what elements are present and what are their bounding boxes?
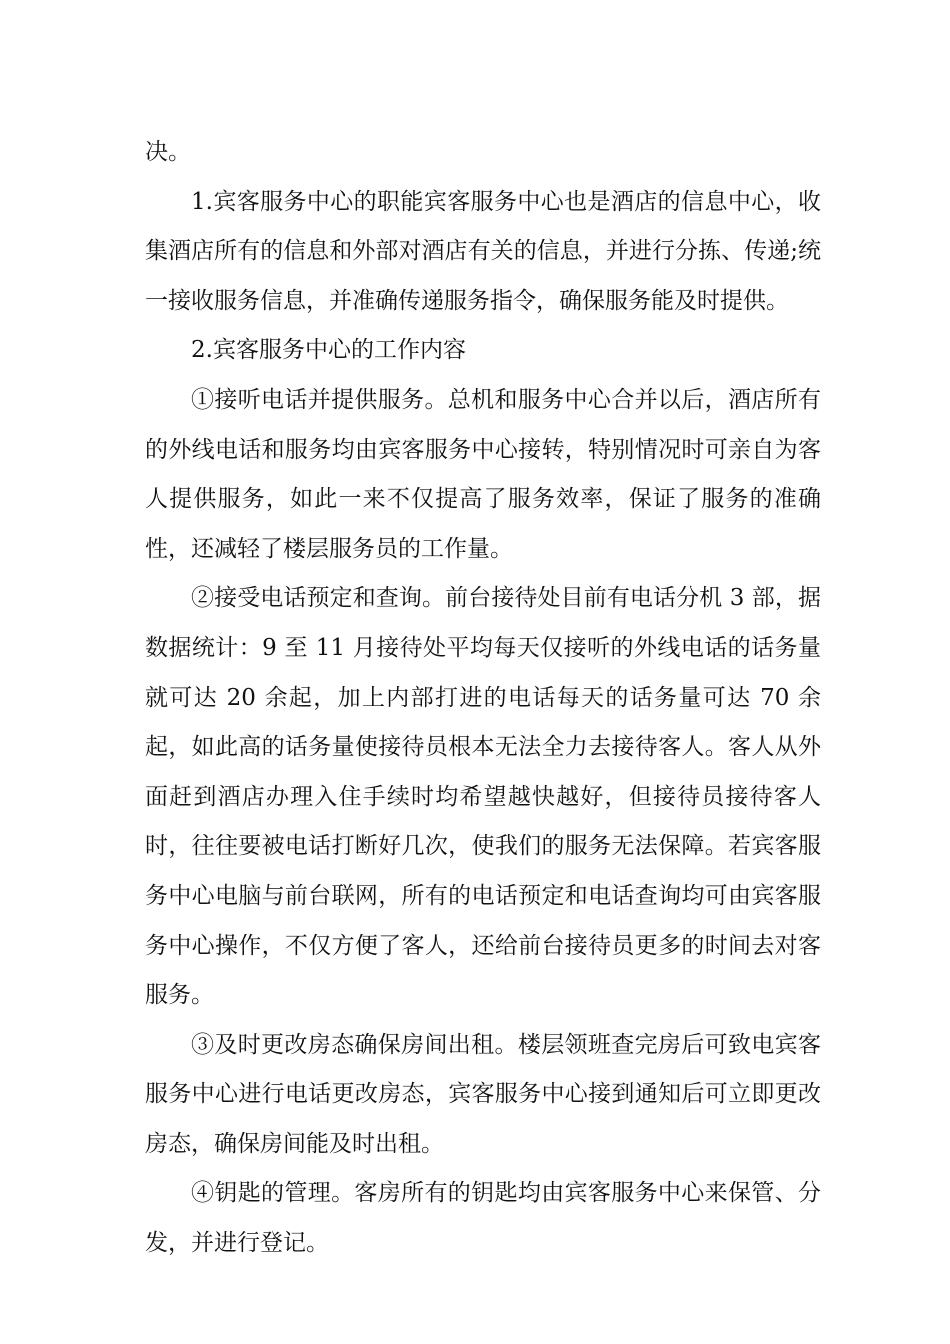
paragraph-section-1-function: 1.宾客服务中心的职能宾客服务中心也是酒店的信息中心，收集酒店所有的信息和外部对酒店有关的信息，并进行分拣、传递;统一接收服务信息，并准确传递服务指令，确保服务能及时提供。 xyxy=(145,188,821,314)
paragraph-item-1-phone-service: ①接听电话并提供服务。总机和服务中心合并以后，酒店所有的外线电话和服务均由宾客服务中心接转，特别情况时可亲自为客人提供服务，如此一来不仅提高了服务效率，保证了服务的准确性，还减轻了楼层服务员的工作量。 xyxy=(145,386,821,562)
paragraph-item-4-key-management: ④钥匙的管理。客房所有的钥匙均由宾客服务中心来保管、分发，并进行登记。 xyxy=(145,1180,821,1257)
document-body xyxy=(145,128,821,1269)
paragraph-item-3-room-status: ③及时更改房态确保房间出租。楼层领班查完房后可致电宾客服务中心进行电话更改房态，宾客服务中心接到通知后可立即更改房态，确保房间能及时出租。 xyxy=(145,1031,821,1157)
paragraph-item-2-reservations: ②接受电话预定和查询。前台接待处目前有电话分机 3 部，据数据统计：9 至 11 月接待处平均每天仅接听的外线电话的话务量就可达 20 余起，加上内部打进的电话每天的话务量可达 70 余起，如此高的话务量使接待员根本无法全力去接待客人。客人从外面赶到酒店办理入住手续时均希望越快越好，但接待员接待客人时，往往要被电话打断好几次，使我们的服务无法保障。若宾客服务中心电脑与前台联网，所有的电话预定和电话查询均可由宾客服务中心操作，不仅方便了客人，还给前台接待员更多的时间去对客服务。 xyxy=(145,585,821,1009)
paragraph-continuation: 决。 xyxy=(145,139,191,165)
paragraph-section-2-heading: 2.宾客服务中心的工作内容 xyxy=(191,337,466,364)
